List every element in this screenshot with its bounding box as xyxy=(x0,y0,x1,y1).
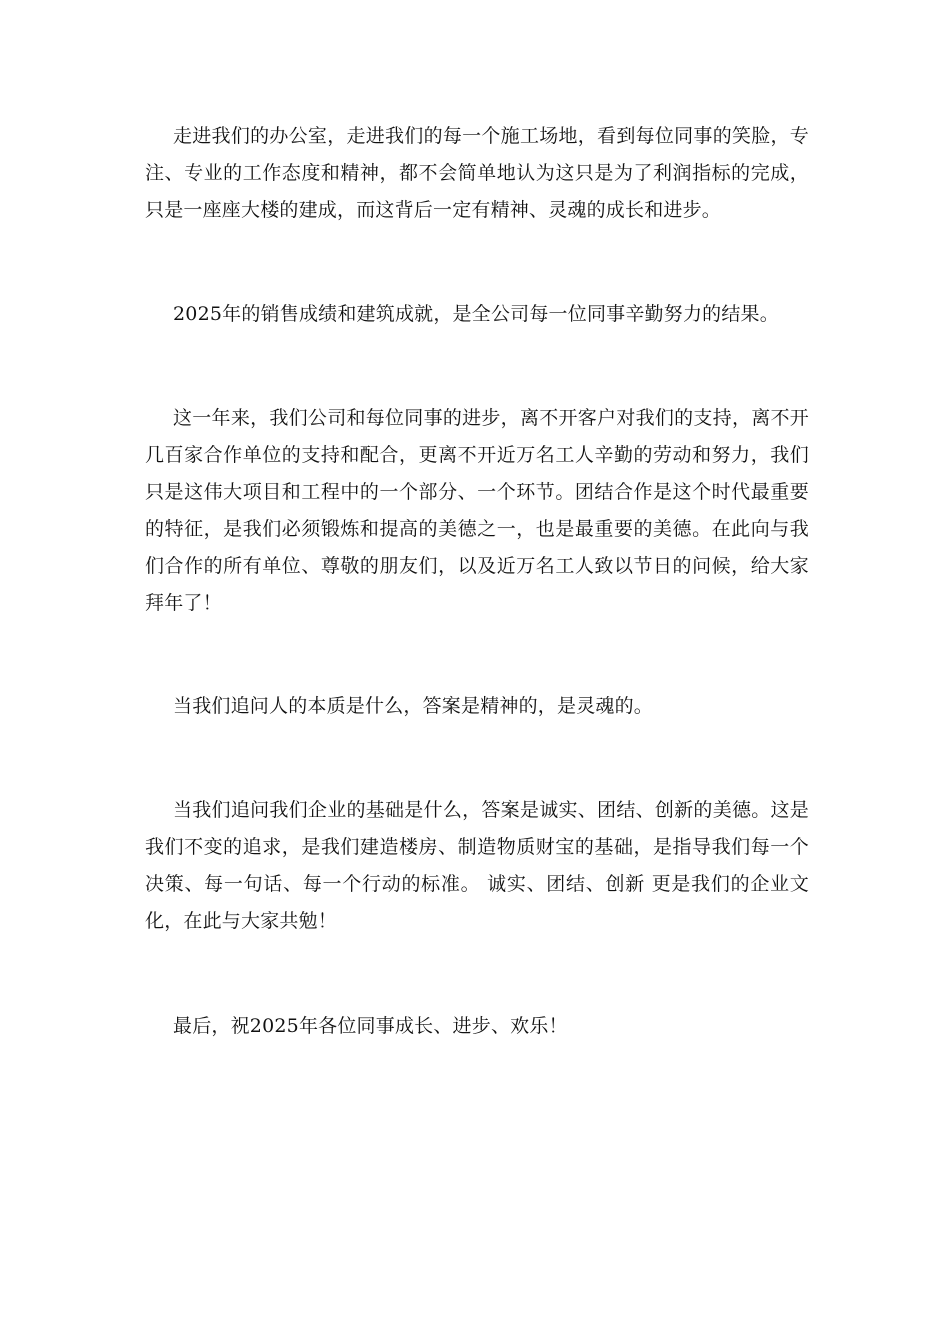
paragraph-human-essence: 当我们追问人的本质是什么，答案是精神的，是灵魂的。 xyxy=(173,695,654,717)
paragraph-closing-wish: 最后，祝2025年各位同事成长、进步、欢乐！ xyxy=(173,1015,568,1037)
paragraph-partner-thanks: 这一年来，我们公司和每位同事的进步，离不开客户对我们的支持，离不开几百家合作单位的支持和配合，更离不开近万名工人辛勤的劳动和努力，我们只是这伟大项目和工程中的一个部分、一个环节。团结合作是这个时代最重要的特征，是我们必须锻炼和提高的美德之一，也是最重要的美德。在此向与我们合作的所有单位、尊敬的朋友们，以及近万名工人致以节日的问候，给大家拜年了！ xyxy=(145,407,809,614)
paragraph-sales-achievement: 2025年的销售成绩和建筑成就，是全公司每一位同事辛勤努力的结果。 xyxy=(173,303,779,325)
paragraph-company-foundation: 当我们追问我们企业的基础是什么，答案是诚实、团结、创新的美德。这是我们不变的追求，是我们建造楼房、制造物质财宝的基础，是指导我们每一个决策、每一句话、每一个行动的标准。 诚实、团结、创新 更是我们的企业文化，在此与大家共勉！ xyxy=(145,799,809,932)
paragraph-office-visit: 走进我们的办公室，走进我们的每一个施工场地，看到每位同事的笑脸，专注、专业的工作态度和精神，都不会简单地认为这只是为了利润指标的完成，只是一座座大楼的建成，而这背后一定有精神、灵魂的成长和进步。 xyxy=(145,125,809,221)
